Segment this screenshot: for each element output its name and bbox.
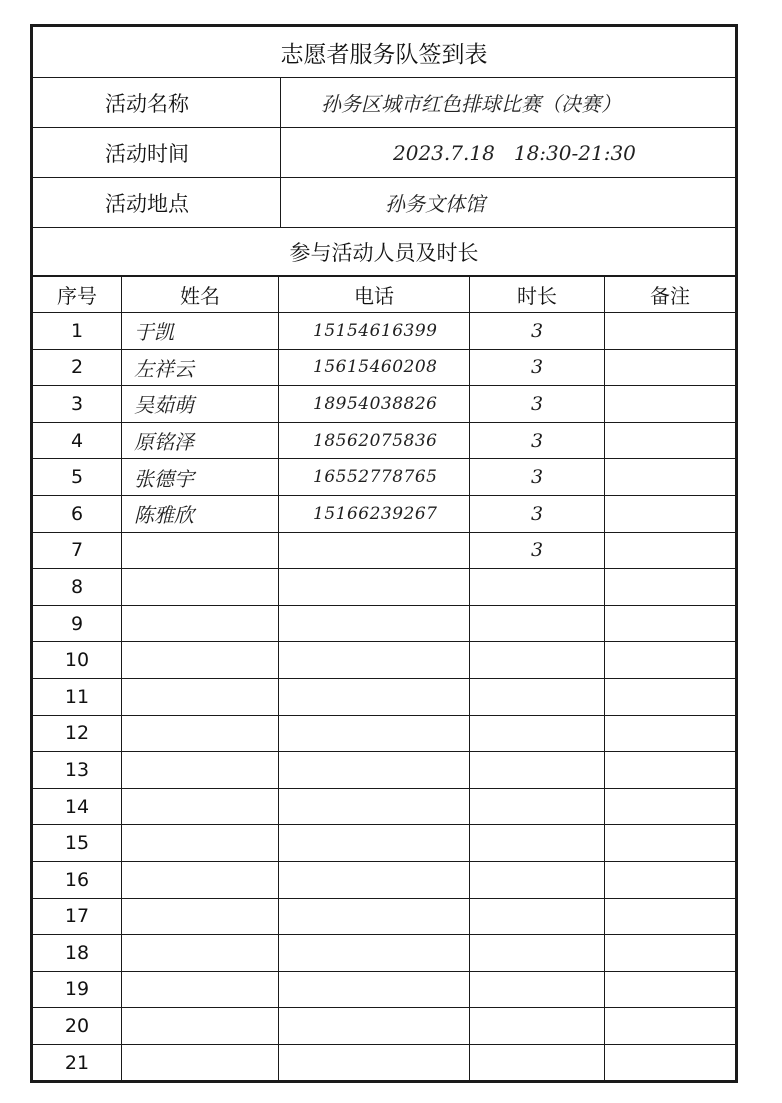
participant-note	[605, 386, 736, 423]
table-row	[33, 459, 736, 496]
participant-name	[122, 715, 279, 752]
participant-name	[122, 1008, 279, 1045]
participant-note	[605, 678, 736, 715]
participant-hours: 3	[470, 532, 605, 569]
participant-note	[605, 532, 736, 569]
table-row	[33, 825, 736, 862]
participant-name	[122, 788, 279, 825]
info-label: 活动时间	[33, 128, 281, 178]
participant-phone	[279, 898, 470, 935]
row-number: 18	[33, 935, 122, 972]
row-number: 1	[33, 313, 122, 350]
participant-hours: 3	[470, 386, 605, 423]
participant-name	[122, 752, 279, 789]
participant-name: 吴茹萌	[122, 386, 279, 423]
table-row	[33, 861, 736, 898]
info-label: 活动地点	[33, 178, 281, 228]
table-row	[33, 386, 736, 423]
participant-phone: 15166239267	[279, 495, 470, 532]
participant-hours	[470, 788, 605, 825]
participant-note	[605, 459, 736, 496]
participant-note	[605, 349, 736, 386]
participant-name	[122, 605, 279, 642]
row-number: 19	[33, 971, 122, 1008]
participant-hours	[470, 1044, 605, 1081]
participant-hours	[470, 971, 605, 1008]
info-row-activity-name	[33, 78, 736, 128]
participant-note	[605, 422, 736, 459]
activity-name-value: 孙务区城市红色排球比赛（决赛）	[281, 78, 736, 128]
participant-name	[122, 971, 279, 1008]
row-number: 9	[33, 605, 122, 642]
participant-note	[605, 642, 736, 679]
participant-phone: 15154616399	[279, 313, 470, 350]
participant-name	[122, 898, 279, 935]
row-number: 17	[33, 898, 122, 935]
participants-title: 参与活动人员及时长	[33, 228, 736, 276]
table-row	[33, 752, 736, 789]
row-number: 13	[33, 752, 122, 789]
table-row	[33, 971, 736, 1008]
participant-phone	[279, 605, 470, 642]
participant-name	[122, 861, 279, 898]
participant-phone	[279, 569, 470, 606]
table-row	[33, 898, 736, 935]
row-number: 20	[33, 1008, 122, 1045]
participant-hours	[470, 752, 605, 789]
participant-name: 于凯	[122, 313, 279, 350]
participant-name: 原铭泽	[122, 422, 279, 459]
participant-note	[605, 569, 736, 606]
participant-hours	[470, 1008, 605, 1045]
info-label: 活动名称	[33, 78, 281, 128]
info-row-activity-time	[33, 128, 736, 178]
column-header-name: 姓名	[122, 277, 279, 313]
participant-hours: 3	[470, 459, 605, 496]
participant-phone	[279, 715, 470, 752]
participant-phone	[279, 1044, 470, 1081]
info-row-activity-place	[33, 178, 736, 228]
header-table	[32, 26, 736, 276]
table-row	[33, 349, 736, 386]
participant-phone	[279, 935, 470, 972]
participant-phone: 18954038826	[279, 386, 470, 423]
participant-hours: 3	[470, 422, 605, 459]
participant-name	[122, 825, 279, 862]
row-number: 11	[33, 678, 122, 715]
participant-note	[605, 971, 736, 1008]
row-number: 7	[33, 532, 122, 569]
participant-phone	[279, 1008, 470, 1045]
participant-name	[122, 1044, 279, 1081]
participant-phone	[279, 532, 470, 569]
participant-hours	[470, 825, 605, 862]
participant-phone: 15615460208	[279, 349, 470, 386]
participant-hours	[470, 715, 605, 752]
participant-phone	[279, 825, 470, 862]
table-row	[33, 715, 736, 752]
sign-in-sheet	[30, 24, 738, 1083]
row-number: 2	[33, 349, 122, 386]
participant-hours	[470, 861, 605, 898]
table-row	[33, 1008, 736, 1045]
row-number: 5	[33, 459, 122, 496]
participant-note	[605, 788, 736, 825]
participant-phone	[279, 788, 470, 825]
row-number: 16	[33, 861, 122, 898]
participant-hours	[470, 678, 605, 715]
participant-phone	[279, 971, 470, 1008]
participant-note	[605, 825, 736, 862]
participant-hours	[470, 605, 605, 642]
participant-hours	[470, 898, 605, 935]
table-row	[33, 422, 736, 459]
activity-time-value: 2023.7.18 18:30-21:30	[281, 128, 736, 178]
column-header-no: 序号	[33, 277, 122, 313]
participant-name: 左祥云	[122, 349, 279, 386]
participant-hours: 3	[470, 349, 605, 386]
participant-note	[605, 495, 736, 532]
participant-hours	[470, 569, 605, 606]
participant-hours	[470, 935, 605, 972]
participant-name: 陈雅欣	[122, 495, 279, 532]
row-number: 4	[33, 422, 122, 459]
column-header-hours: 时长	[470, 277, 605, 313]
participant-hours: 3	[470, 313, 605, 350]
table-row	[33, 935, 736, 972]
participant-note	[605, 605, 736, 642]
participant-phone	[279, 642, 470, 679]
participant-name	[122, 678, 279, 715]
table-row	[33, 1044, 736, 1081]
table-row	[33, 532, 736, 569]
participant-note	[605, 898, 736, 935]
table-row	[33, 569, 736, 606]
participant-name	[122, 642, 279, 679]
participant-hours: 3	[470, 495, 605, 532]
participant-phone: 16552778765	[279, 459, 470, 496]
participant-hours	[470, 642, 605, 679]
row-number: 8	[33, 569, 122, 606]
participant-phone	[279, 861, 470, 898]
participant-note	[605, 935, 736, 972]
row-number: 6	[33, 495, 122, 532]
participant-phone	[279, 752, 470, 789]
participant-note	[605, 715, 736, 752]
participant-name	[122, 935, 279, 972]
participant-note	[605, 752, 736, 789]
table-row	[33, 788, 736, 825]
participant-phone	[279, 678, 470, 715]
table-row	[33, 313, 736, 350]
participant-name	[122, 532, 279, 569]
row-number: 14	[33, 788, 122, 825]
activity-place-value: 孙务文体馆	[281, 178, 736, 228]
participant-phone: 18562075836	[279, 422, 470, 459]
table-row	[33, 678, 736, 715]
participant-note	[605, 313, 736, 350]
row-number: 12	[33, 715, 122, 752]
participant-name: 张德宇	[122, 459, 279, 496]
row-number: 3	[33, 386, 122, 423]
column-header-phone: 电话	[279, 277, 470, 313]
participant-note	[605, 1044, 736, 1081]
row-number: 15	[33, 825, 122, 862]
participants-body	[33, 313, 736, 1081]
table-row	[33, 605, 736, 642]
row-number: 21	[33, 1044, 122, 1081]
participants-table	[32, 276, 736, 1081]
column-header-row	[33, 277, 736, 313]
table-row	[33, 642, 736, 679]
sheet-title: 志愿者服务队签到表	[33, 27, 736, 78]
participant-name	[122, 569, 279, 606]
participant-note	[605, 861, 736, 898]
participant-note	[605, 1008, 736, 1045]
row-number: 10	[33, 642, 122, 679]
table-row	[33, 495, 736, 532]
column-header-note: 备注	[605, 277, 736, 313]
